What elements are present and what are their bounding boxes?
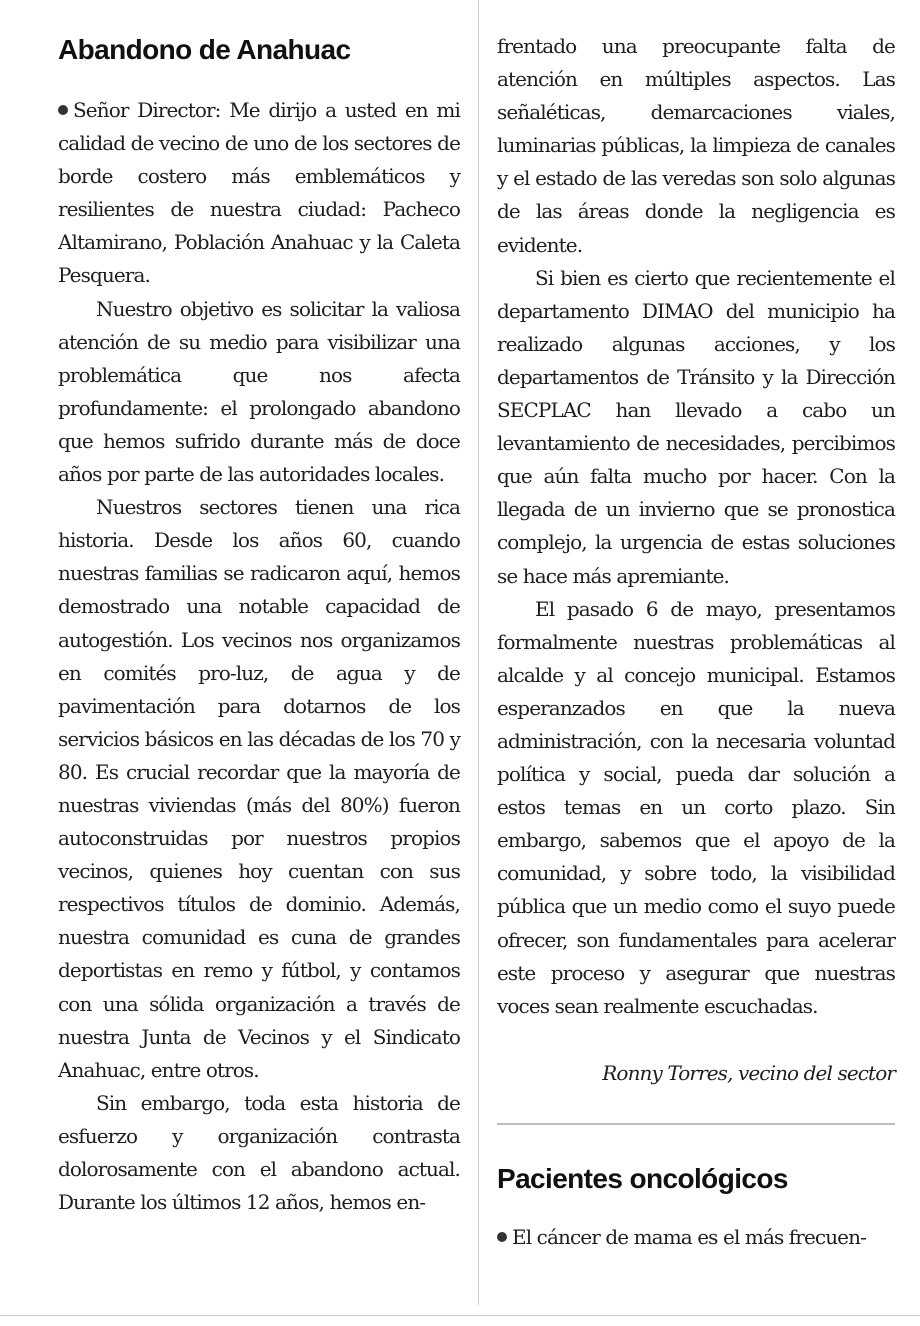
article-paragraph: Nuestros sectores tienen una rica historia. Desde los años 60, cuando nuestras familias se radicaron aquí, hemos demostrado una notable capacidad de autogestión. Los vecinos nos organizamos en comités pro-luz, de agua y de pavimentación para dotarnos de los servicios básicos en las décadas de los 70 y 80. Es crucial recordar que la mayoría de nuestras viviendas (más del 80%) fueron autoconstruidas por nuestros propios vecinos, quienes hoy cuentan con sus respectivos títulos de dominio. Además, nuestra comunidad es cuna de grandes deportistas en remo y fútbol, y contamos con una sólida organización a través de nuestra Junta de Vecinos y el Sindicato Anahuac, entre otros.	[58, 495, 460, 1082]
article-title: Abandono de Anahuac	[58, 34, 351, 65]
column-divider	[478, 0, 479, 1305]
article-paragraph: Señor Director: Me dirijo a usted en mi calidad de vecino de uno de los sectores de borde costero más emblemáticos y resilientes de nuestra ciudad: Pacheco Altamirano, Población Anahuac y la Caleta Pesquera.	[58, 98, 460, 288]
right-column	[497, 30, 895, 1254]
article-paragraph: Nuestro objetivo es solicitar la valiosa atención de su medio para visibilizar una problemática que nos afecta profundamente: el prolongado abandono que hemos sufrido durante más de doce años por parte de las autoridades locales.	[58, 296, 460, 487]
article-paragraph: Si bien es cierto que recientemente el departamento DIMAO del municipio ha realizado algunas acciones, y los departamentos de Tránsito y la Dirección SECPLAC han llevado a cabo un levantamiento de necesidades, percibimos que aún falta mucho por hacer. Con la llegada de un invierno que se pronostica complejo, la urgencia de estas soluciones se hace más apremiante.	[497, 265, 895, 588]
bullet-icon	[58, 105, 68, 115]
bullet-icon	[497, 1232, 507, 1242]
article-paragraph-continued: frentado una preocupante falta de atención en múltiples aspectos. Las señaléticas, demarcaciones viales, luminarias públicas, la limpieza de canales y el estado de las veredas son solo algunas de las áreas donde la negligencia es evidente.	[497, 34, 895, 257]
section-divider	[497, 1123, 895, 1125]
second-article-paragraph: El cáncer de mama es el más frecuen-	[497, 1221, 895, 1254]
article-paragraph: El pasado 6 de mayo, presentamos formalmente nuestras problemáticas al alcalde y al concejo municipal. Estamos esperanzados en que la nueva administración, con la necesaria voluntad política y social, pueda dar solución a estos temas en un corto plazo. Sin embargo, sabemos que el apoyo de la comunidad, y sobre todo, la visibilidad pública que un medio como el suyo puede ofrecer, son fundamentales para acelerar este proceso y asegurar que nuestras voces sean realmente escuchadas.	[497, 596, 895, 1018]
second-article-title: Pacientes oncológicos	[497, 1162, 788, 1194]
article-paragraph: Sin embargo, toda esta historia de esfuerzo y organización contrasta dolorosamente con el abandono actual. Durante los últimos 12 años, hemos en-	[58, 1090, 460, 1215]
left-column	[58, 30, 460, 1219]
page-bottom-rule	[0, 1315, 920, 1316]
letter-signature: Ronny Torres, vecino del sector	[602, 1060, 895, 1085]
